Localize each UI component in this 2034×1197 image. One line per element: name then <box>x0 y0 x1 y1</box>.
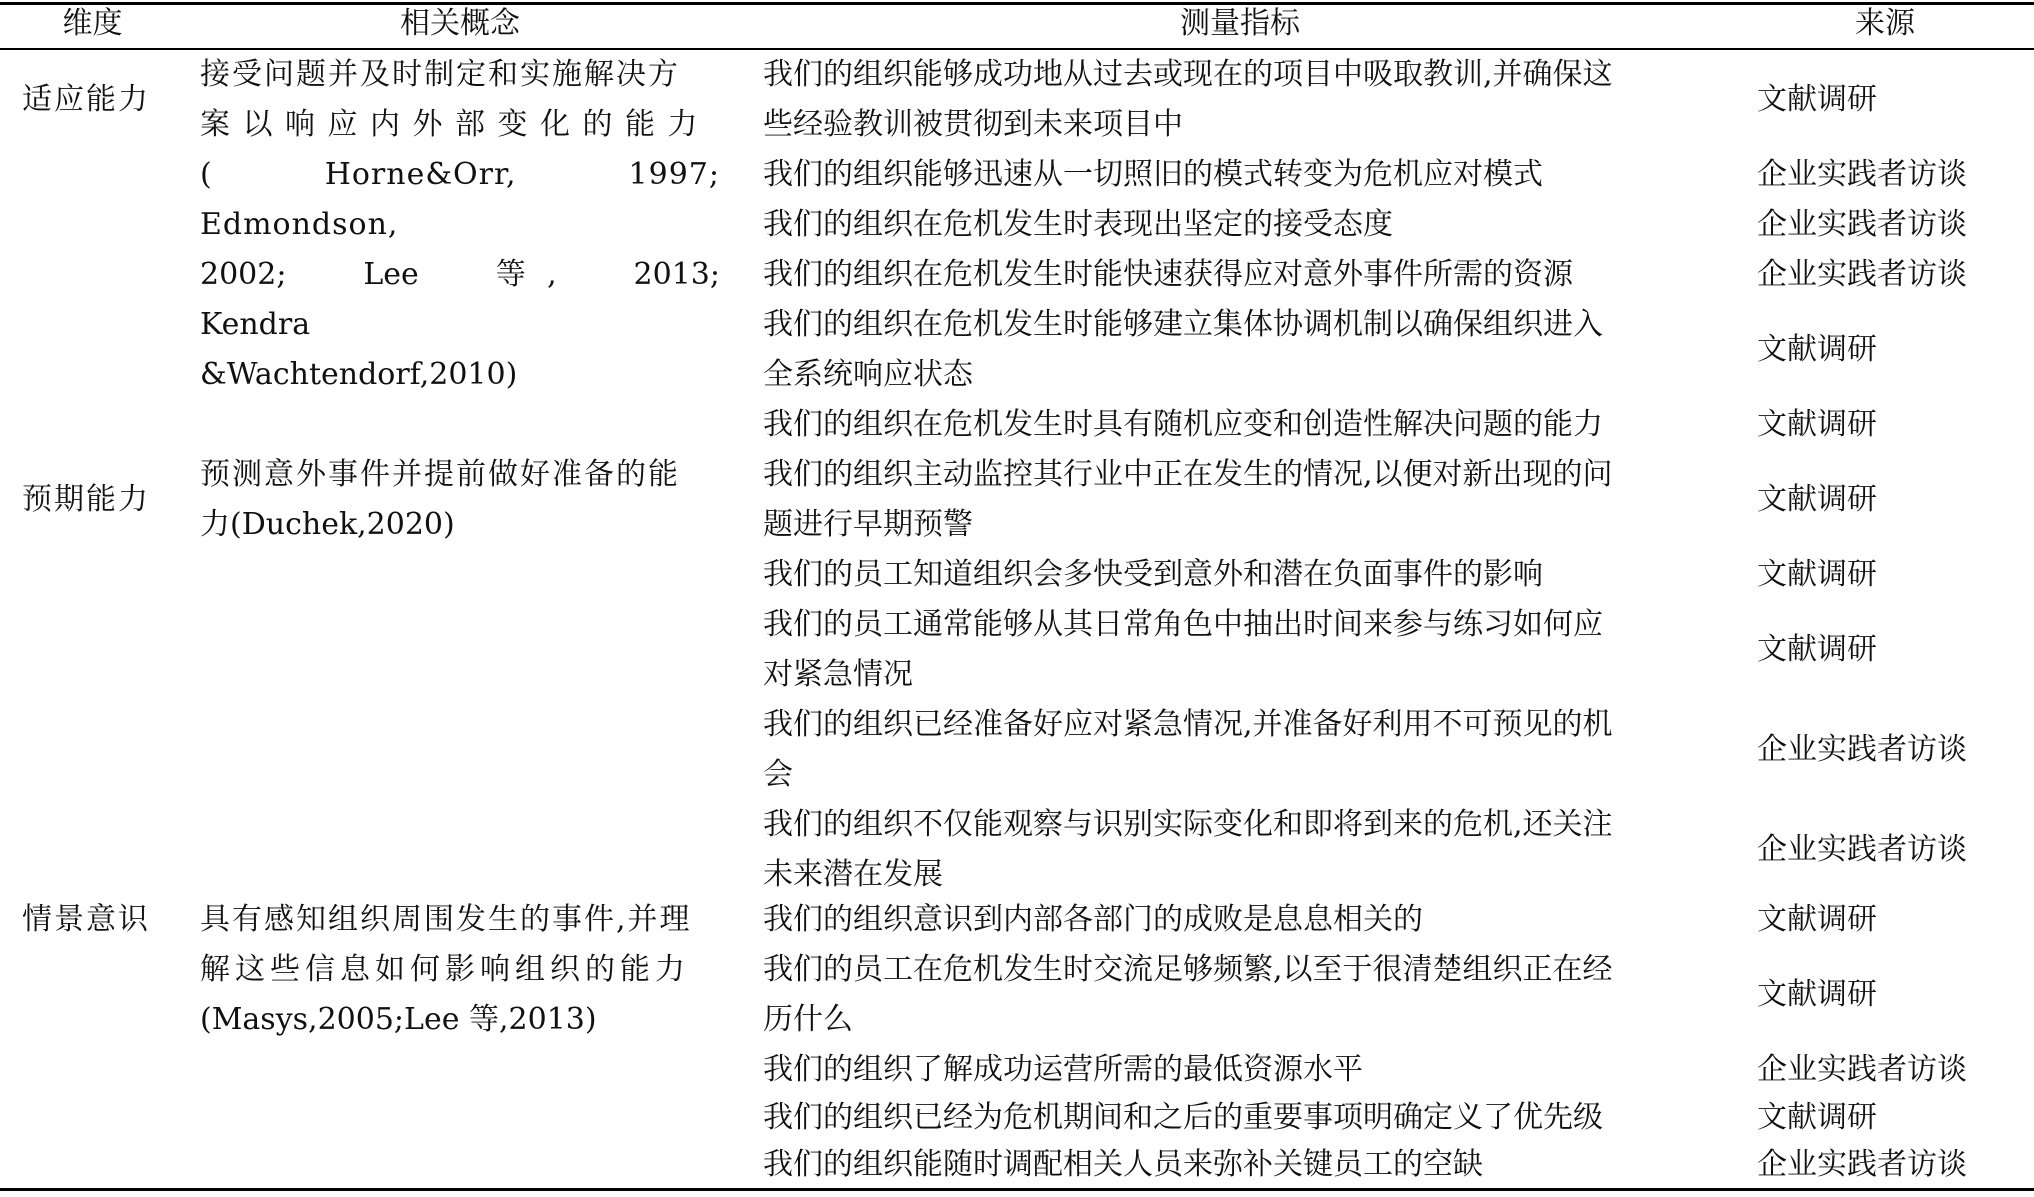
concept-line: 具有感知组织周围发生的事件,并理 <box>200 902 692 937</box>
indicator-line: 未来潜在发展 <box>763 857 943 892</box>
indicator-line: 我们的组织在危机发生时能快速获得应对意外事件所需的资源 <box>763 257 1573 292</box>
indicator-line: 我们的组织能随时调配相关人员来弥补关键员工的空缺 <box>763 1147 1483 1182</box>
header-dimension: 维度 <box>62 6 123 41</box>
header-concept: 相关概念 <box>400 6 520 41</box>
source-cell: 文献调研 <box>1757 977 1877 1012</box>
concept-text <box>200 50 720 400</box>
source-cell: 文献调研 <box>1757 557 1877 592</box>
dimension-name: 预期能力 <box>22 482 150 517</box>
source-cell: 企业实践者访谈 <box>1757 257 1967 292</box>
indicator-line: 我们的组织了解成功运营所需的最低资源水平 <box>763 1052 1363 1087</box>
concept-line: 力(Duchek,2020) <box>200 507 455 542</box>
indicator-line: 我们的组织能够成功地从过去或现在的项目中吸取教训,并确保这 <box>763 57 1613 92</box>
source-cell: 文献调研 <box>1757 407 1877 442</box>
source-cell: 企业实践者访谈 <box>1757 732 1967 767</box>
indicator-line: 我们的组织不仅能观察与识别实际变化和即将到来的危机,还关注 <box>763 807 1613 842</box>
dimension-name: 情景意识 <box>22 902 150 937</box>
source-cell: 企业实践者访谈 <box>1757 157 1967 192</box>
concept-line: &Wachtendorf,2010) <box>200 357 518 392</box>
source-cell: 文献调研 <box>1757 632 1877 667</box>
source-cell: 文献调研 <box>1757 482 1877 517</box>
concept-line: 预测意外事件并提前做好准备的能 <box>200 457 680 492</box>
indicator-line: 我们的组织主动监控其行业中正在发生的情况,以便对新出现的问 <box>763 457 1613 492</box>
source-cell: 文献调研 <box>1757 1100 1877 1135</box>
indicator-line: 全系统响应状态 <box>763 357 973 392</box>
source-cell: 文献调研 <box>1757 332 1877 367</box>
indicator-line: 我们的组织已经准备好应对紧急情况,并准备好利用不可预见的机 <box>763 707 1613 742</box>
source-cell: 企业实践者访谈 <box>1757 832 1967 867</box>
source-cell: 企业实践者访谈 <box>1757 1147 1967 1182</box>
source-cell: 企业实践者访谈 <box>1757 207 1967 242</box>
indicator-line: 题进行早期预警 <box>763 507 973 542</box>
indicator-line: 我们的组织在危机发生时具有随机应变和创造性解决问题的能力 <box>763 407 1603 442</box>
indicator-line: 我们的员工知道组织会多快受到意外和潜在负面事件的影响 <box>763 557 1543 592</box>
concept-line: 2002; Lee 等, 2013; Kendra <box>200 257 720 342</box>
concept-text <box>200 895 720 1045</box>
indicator-line: 我们的组织意识到内部各部门的成败是息息相关的 <box>763 902 1423 937</box>
indicator-line: 我们的组织已经为危机期间和之后的重要事项明确定义了优先级 <box>763 1100 1603 1135</box>
header-source: 来源 <box>1855 6 1915 41</box>
concept-line: ( Horne&Orr, 1997; Edmondson, <box>200 157 720 242</box>
concept-line: 解这些信息如何影响组织的能力 <box>200 952 690 987</box>
indicator-line: 我们的员工通常能够从其日常角色中抽出时间来参与练习如何应 <box>763 607 1603 642</box>
indicator-line: 些经验教训被贯彻到未来项目中 <box>763 107 1183 142</box>
source-cell: 文献调研 <box>1757 902 1877 937</box>
indicator-line: 历什么 <box>763 1002 853 1037</box>
indicator-line: 对紧急情况 <box>763 657 913 692</box>
concept-line: 案以响应内外部变化的能力 <box>200 107 710 142</box>
concept-line: (Masys,2005;Lee 等,2013) <box>200 1002 597 1037</box>
source-cell: 企业实践者访谈 <box>1757 1052 1967 1087</box>
indicator-line: 我们的组织能够迅速从一切照旧的模式转变为危机应对模式 <box>763 157 1543 192</box>
indicator-line: 我们的组织在危机发生时表现出坚定的接受态度 <box>763 207 1393 242</box>
header-indicator: 测量指标 <box>1180 6 1300 41</box>
dimension-name: 适应能力 <box>22 82 150 117</box>
source-cell: 文献调研 <box>1757 82 1877 117</box>
concept-line: 接受问题并及时制定和实施解决方 <box>200 57 680 92</box>
indicator-line: 我们的员工在危机发生时交流足够频繁,以至于很清楚组织正在经 <box>763 952 1613 987</box>
indicator-line: 我们的组织在危机发生时能够建立集体协调机制以确保组织进入 <box>763 307 1603 342</box>
indicator-line: 会 <box>763 757 793 792</box>
concept-text <box>200 450 720 550</box>
